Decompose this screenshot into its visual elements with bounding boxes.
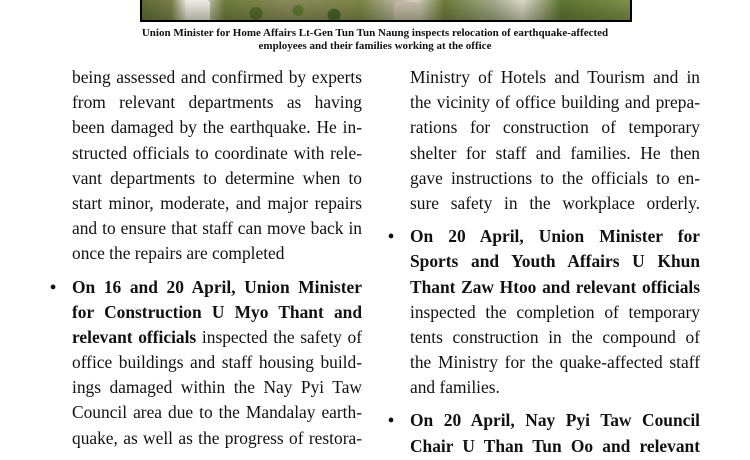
text-line: and to ensure that staff can move back in	[72, 218, 362, 239]
text-line: tents construction in the compound of	[410, 326, 700, 347]
bold-text-line: Chair U Than Tun Oo and relevant	[410, 435, 700, 456]
bold-text-line: On 20 April, Nay Pyi Taw Council	[410, 410, 700, 431]
continued-paragraph	[72, 65, 362, 267]
text-line: office buildings and staff housing build-	[72, 352, 362, 373]
regular-text: inspected the safety of	[196, 326, 362, 347]
bold-text: relevant officials	[72, 326, 197, 347]
text-line: been damaged by the earthquake. He in-	[72, 117, 362, 138]
text-line: and families.	[410, 377, 500, 398]
mixed-text-line	[72, 325, 362, 350]
right-column	[388, 65, 700, 459]
bullet-marker: •	[388, 410, 395, 431]
photo-caption	[0, 27, 750, 52]
bullet-marker: •	[50, 276, 57, 297]
text-line: structed officials to coordinate with rele-	[72, 142, 362, 163]
text-line: rations for construction of temporary	[410, 117, 700, 138]
left-column	[50, 65, 362, 451]
bold-text-line: On 20 April, Union Minister for	[410, 226, 700, 247]
text-line: being assessed and confirmed by experts	[72, 67, 362, 87]
photo-shading	[142, 0, 630, 20]
bold-text-line: Sports and Youth Affairs U Khun	[410, 251, 700, 272]
text-line: shelter for staff and families. He then	[410, 142, 700, 163]
caption-line: Union Minister for Home Affairs Lt-Gen Tun Tun Naung inspects relocation of earthquake-affected	[141, 27, 609, 39]
text-line: Council area due to the Mandalay earth-	[72, 402, 362, 423]
text-line: vant departments to determine when to	[72, 167, 362, 188]
text-line: start minor, moderate, and major repairs	[72, 192, 362, 213]
continued-paragraph	[410, 65, 700, 216]
news-photo	[140, 0, 632, 22]
bullet-paragraph-sports	[388, 224, 700, 400]
text-line: gave instructions to the officials to en-	[410, 167, 700, 188]
text-line: sure safety in the workplace orderly.	[410, 192, 700, 213]
bullet-paragraph-construction	[50, 275, 362, 451]
caption-line: employees and their families working at the office	[258, 39, 492, 52]
text-line: the vicinity of office building and prepa-	[410, 92, 700, 113]
text-line: from relevant departments as having	[72, 92, 362, 113]
bold-text-line: On 16 and 20 April, Union Minister	[72, 276, 362, 297]
bold-text-line: Thant Zaw Htoo and relevant officials	[410, 276, 700, 297]
bullet-paragraph-council	[388, 408, 700, 458]
text-line: inspected the completion of temporary	[410, 301, 700, 322]
text-line: quake, as well as the progress of restora-	[72, 427, 362, 448]
text-line: the Ministry for the quake-affected staff	[410, 352, 700, 373]
text-line: Ministry of Hotels and Tourism and in	[410, 67, 700, 87]
text-line: ings damaged within the Nay Pyi Taw	[72, 377, 362, 398]
bold-text-line: for Construction U Myo Thant and	[72, 301, 362, 322]
text-line: once the repairs are completed	[72, 243, 285, 264]
bullet-marker: •	[388, 226, 395, 247]
